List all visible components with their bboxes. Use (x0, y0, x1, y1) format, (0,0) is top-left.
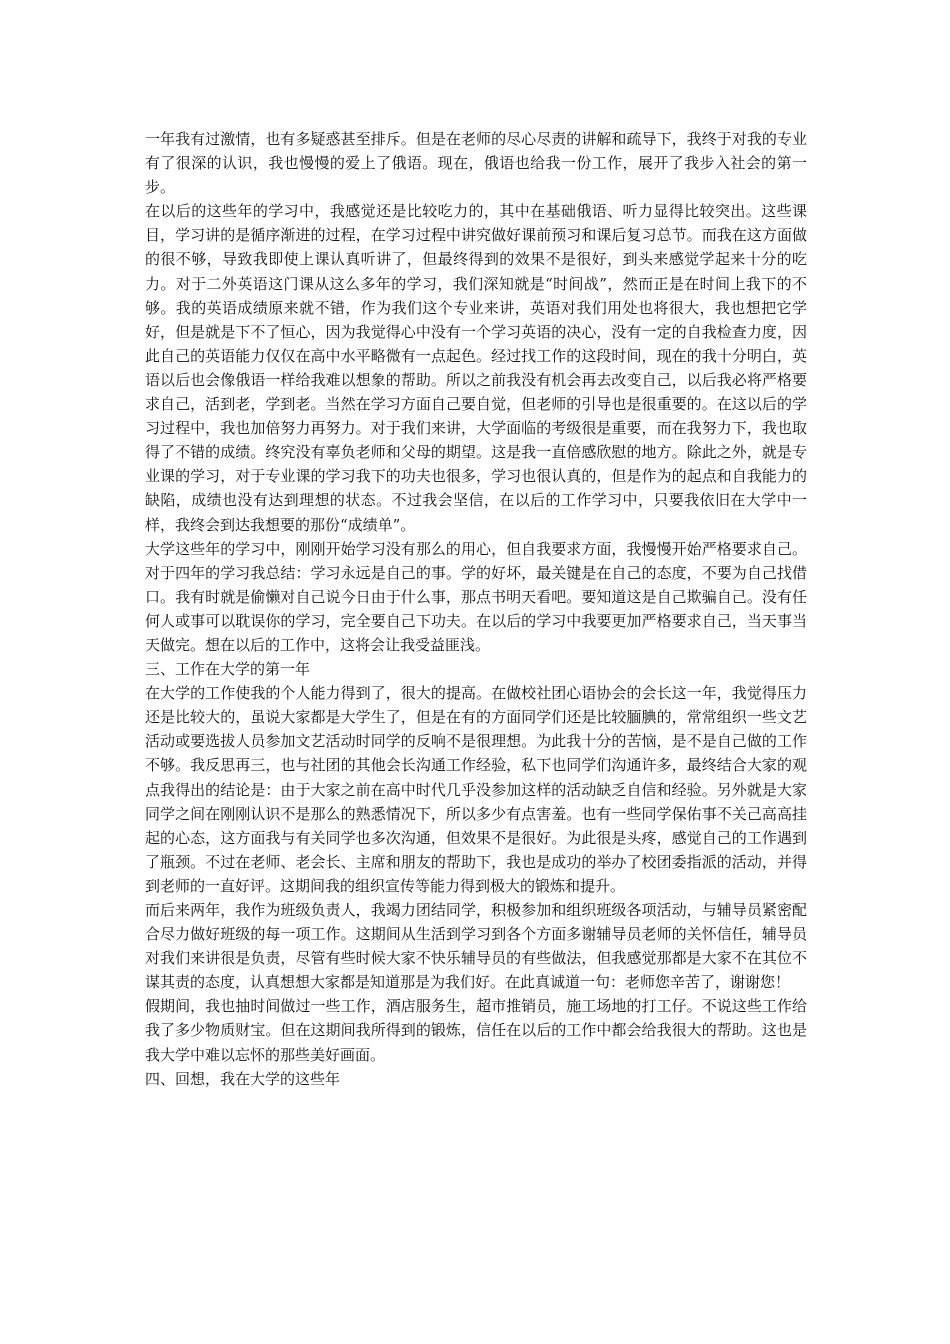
paragraph-study-difficulty: 在以后的这些年的学习中，我感觉还是比较吃力的，其中在基础俄语、听力显得比较突出。这些课目，学习讲的是循序渐进的过程，在学习过程中讲究做好课前预习和课后复习总节。而我在这方面做的很不够，导致我即使上课认真听讲了，但最终得到的效果不是很好，到头来感觉学起来十分的吃力。对于二外英语这门课从这么多年的学习，我们深知就是“时间战”，然而正是在时间上我下的不够。我的英语成绩原来就不错，作为我们这个专业来讲，英语对我们用处也将很大，我也想把它学好，但是就是下不了恒心，因为我觉得心中没有一个学习英语的决心，没有一定的自我检查力度，因此自己的英语能力仅仅在高中水平略微有一点起色。经过找工作的这段时间，现在的我十分明白，英语以后也会像俄语一样给我难以想象的帮助。所以之前我没有机会再去改变自己，以后我必将严格要求自己，活到老，学到老。当然在学习方面自己要自觉，但老师的引导也是很重要的。在这以后的学习过程中，我也加倍努力再努力。对于我们来讲，大学面临的考级很是重要，而在我努力下，我也取得了不错的成绩。终究没有辜负老师和父母的期望。这是我一直倍感欣慰的地方。除此之外，就是专业课的学习，对于专业课的学习我下的功夫也很多，学习也很认真的，但是作为的起点和自我能力的缺陷，成绩也没有达到理想的状态。不过我会坚信，在以后的工作学习中，只要我依旧在大学中一样，我终会到达我想要的那份“成绩单”。 (145, 202, 807, 534)
paragraph-class-leader: 而后来两年，我作为班级负责人，我竭力团结同学，积极参加和组织班级各项活动，与辅导员紧密配合尽力做好班级的每一项工作。这期间从生活到学习到各个方面多谢辅导员老师的关怀信任，辅导员对我们来讲很是负责，尽管有些时候大家不快乐辅导员的有些做法，但我感觉那都是大家不在其位不谋其责的态度，认真想想大家都是知道那是为我们好。在此真诚道一句：老师您辛苦了，谢谢您！ (145, 901, 807, 992)
section-heading-reflection: 四、回想，我在大学的这些年 (145, 1069, 341, 1088)
paragraph-study-summary: 大学这些年的学习中，刚刚开始学习没有那么的用心，但自我要求方面，我慢慢开始严格要求自己。对于四年的学习我总结：学习永远是自己的事。学的好坏，最关键是在自己的态度，不要为自己找借口。我有时就是偷懒对自己说今日由于什么事，那点书明天看吧。要知道这是自己欺骗自己。没有任何人或事可以耽误你的学习，完全要自己下功夫。在以后的学习中我要更加严格要求自己，当天事当天做完。想在以后的工作中，这将会让我受益匪浅。 (145, 539, 807, 654)
paragraph-holiday-work: 假期间，我也抽时间做过一些工作，酒店服务生，超市推销员，施工场地的打工仔。不说这些工作给我了多少物质财宝。但在这期间我所得到的锻炼，信任在以后的工作中都会给我很大的帮助。这也是我大学中难以忘怀的那些美好画面。 (145, 997, 807, 1064)
document-body (145, 127, 807, 1091)
section-heading-work-first-year: 三、工作在大学的第一年 (145, 660, 311, 679)
paragraph-club-president: 在大学的工作使我的个人能力得到了，很大的提高。在做校社团心语协会的会长这一年，我觉得压力还是比较大的，虽说大家都是大学生了，但是在有的方面同学们还是比较腼腆的，常常组织一些文艺活动或要选拔人员参加文艺活动时同学的反响不是很理想。为此我十分的苦恼，是不是自己做的工作不够。我反思再三，也与社团的其他会长沟通工作经验，私下也同学们沟通许多，最终结合大家的观点我得出的结论是：由于大家之前在高中时代几乎没参加这样的活动缺乏自信和经验。另外就是大家同学之间在刚刚认识不是那么的熟悉情况下，所以多少有点害羞。也有一些同学保佑事不关己高高挂起的心态，这方面我与有关同学也多次沟通，但效果不是很好。为此很是头疼，感觉自己的工作遇到了瓶颈。不过在老师、老会长、主席和朋友的帮助下，我也是成功的举办了校团委指派的活动，并得到老师的一直好评。这期间我的组织宣传等能力得到极大的锻炼和提升。 (145, 684, 807, 895)
paragraph-intro-russian: 一年我有过激情，也有多疑惑甚至排斥。但是在老师的尽心尽责的讲解和疏导下，我终于对我的专业有了很深的认识，我也慢慢的爱上了俄语。现在，俄语也给我一份工作，展开了我步入社会的第一步。 (145, 130, 807, 197)
